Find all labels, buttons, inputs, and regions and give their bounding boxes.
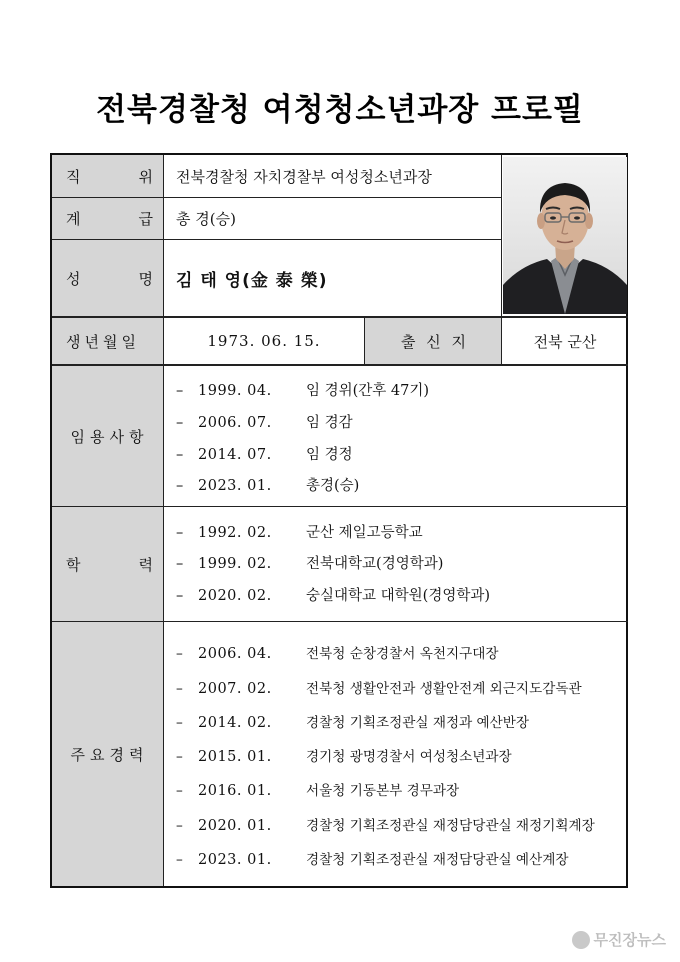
list-date: 2006. 07. <box>198 415 272 431</box>
list-text: 전북대학교(경영학과) <box>306 556 444 572</box>
row-divider <box>52 197 501 198</box>
list-dash: – <box>176 715 183 731</box>
appointments-list <box>164 366 628 506</box>
list-text: 군산 제일고등학교 <box>306 525 423 541</box>
watermark-text: 무진장뉴스 <box>593 931 666 949</box>
name-label-char-1: 성 <box>66 269 81 288</box>
list-date: 2023. 01. <box>198 478 272 494</box>
list-dash: – <box>176 588 184 604</box>
list-item <box>176 814 595 834</box>
list-item <box>176 443 353 464</box>
list-dash: – <box>176 447 184 463</box>
list-date: 2014. 02. <box>198 715 272 731</box>
row-divider <box>52 621 628 622</box>
rank-label-char-2: 급 <box>138 210 153 228</box>
list-dash: – <box>176 646 183 662</box>
list-item <box>176 379 429 400</box>
watermark-logo-icon <box>572 931 590 949</box>
birth-label <box>52 318 163 364</box>
list-date: 2016. 01. <box>198 783 272 799</box>
watermark <box>572 929 666 950</box>
list-text: 경찰청 기획조정관실 재정과 예산반장 <box>306 715 530 731</box>
list-dash: – <box>176 818 183 834</box>
birth-label-text: 생년월일 <box>66 332 140 351</box>
list-text: 서울청 기동본부 경무과장 <box>306 783 460 799</box>
list-item <box>176 745 512 765</box>
career-list <box>164 622 628 886</box>
page-title: 전북경찰청 여청청소년과장 프로필 <box>96 92 584 128</box>
list-text: 전북청 생활안전과 생활안전계 외근지도감독관 <box>306 681 582 697</box>
profile-table <box>50 153 628 888</box>
list-dash: – <box>176 383 184 399</box>
career-label: 주요경력 <box>52 622 163 886</box>
list-item <box>176 521 423 542</box>
list-text: 임 경감 <box>306 415 353 431</box>
list-date: 2014. 07. <box>198 447 272 463</box>
list-text: 총경(승) <box>306 478 360 494</box>
list-item <box>176 848 568 868</box>
row-divider <box>52 316 628 318</box>
list-date: 2023. 01. <box>198 852 272 868</box>
list-date: 2020. 02. <box>198 588 272 604</box>
list-dash: – <box>176 852 183 868</box>
list-text: 경찰청 기획조정관실 재정담당관실 재정기획계장 <box>306 818 595 834</box>
list-date: 2020. 01. <box>198 818 272 834</box>
list-date: 1999. 04. <box>198 383 272 399</box>
list-item <box>176 677 582 697</box>
name-label-char-2: 명 <box>138 269 153 288</box>
name-value: 김 태 영(金 泰 榮) <box>176 270 328 291</box>
list-item <box>176 711 529 731</box>
list-text: 임 경정 <box>306 447 353 463</box>
birth-value: 1973. 06. 15. <box>207 332 321 350</box>
list-date: 1999. 02. <box>198 556 272 572</box>
profile-photo-image <box>503 157 627 314</box>
list-text: 전북청 순창경찰서 옥천지구대장 <box>306 646 499 662</box>
education-label-char-1: 학 <box>66 555 81 574</box>
list-date: 2007. 02. <box>198 681 272 697</box>
list-text: 경기청 광명경찰서 여성청소년과장 <box>306 749 512 765</box>
list-text: 임 경위(간후 47기) <box>306 383 430 399</box>
list-dash: – <box>176 749 183 765</box>
origin-value: 전북 군산 <box>533 332 597 351</box>
row-divider <box>52 239 501 240</box>
position-value: 전북경찰청 자치경찰부 여성청소년과장 <box>176 167 432 186</box>
list-dash: – <box>176 525 184 541</box>
appointments-label: 임용사항 <box>52 366 163 506</box>
position-label-char-1: 직 <box>66 167 81 186</box>
list-item <box>176 779 459 799</box>
list-item <box>176 584 490 605</box>
column-divider <box>163 155 164 886</box>
list-item <box>176 642 498 662</box>
position-label <box>52 155 163 197</box>
list-dash: – <box>176 478 184 494</box>
profile-photo <box>503 157 627 314</box>
list-dash: – <box>176 556 184 572</box>
list-date: 2015. 01. <box>198 749 272 765</box>
list-item <box>176 411 353 432</box>
origin-label: 출 신 지 <box>365 318 501 364</box>
birth-divider <box>364 317 365 364</box>
education-list <box>164 507 628 621</box>
education-label-char-2: 력 <box>138 555 153 574</box>
list-item <box>176 474 359 495</box>
list-text: 숭실대학교 대학원(경영학과) <box>306 588 491 604</box>
list-item <box>176 552 443 573</box>
list-dash: – <box>176 783 183 799</box>
list-text: 경찰청 기획조정관실 재정담당관실 예산계장 <box>306 852 569 868</box>
education-label <box>52 507 163 621</box>
list-date: 2006. 04. <box>198 646 272 662</box>
list-date: 1992. 02. <box>198 525 272 541</box>
rank-label-char-1: 계 <box>66 210 81 228</box>
name-label <box>52 240 163 316</box>
rank-value: 총 경(승) <box>176 210 236 228</box>
list-dash: – <box>176 415 184 431</box>
row-divider <box>52 506 628 507</box>
photo-divider <box>501 155 502 364</box>
list-dash: – <box>176 681 183 697</box>
row-divider <box>52 364 628 366</box>
rank-label <box>52 198 163 239</box>
position-label-char-2: 위 <box>138 167 153 186</box>
